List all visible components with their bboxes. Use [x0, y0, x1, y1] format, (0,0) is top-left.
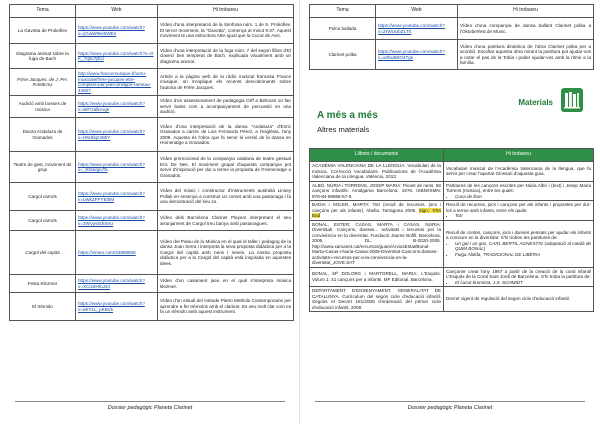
ames-subtitle: Altres materials: [317, 125, 370, 134]
row-description: Vídeo d'un assessorament de pedagogia Orff a Belmont on fan servir bales com a acompanyament de percussió en una audició.: [158, 96, 294, 118]
row-description: Vídeo d'una interpretació de la dansa "Andaluza" d'Enric Granados a càrrec de Luis Fernando Pérez, a l'església, l'any 2009. Aquesta és l'obra que fa servir la versió de la dansa en Homenatge a Granados.: [158, 118, 294, 152]
left-links-table: [9, 4, 294, 321]
books-table: [309, 148, 594, 312]
book-reference-text: ACADÈMIA VALENCIANA DE LA LLENGUA. Vocabulari de la música. Col·lecció Vocabularis. Publicacions de l'Acadèmia Valenciana de la Llengua. València, 2013.: [312, 163, 441, 179]
book-reference-text: BONAL, ESTER; CASAS, MARTA i CASAS, NÚRIA: Diversitat!. Cançons, danses... activitats i recursos per la convivència en la diversitat. Fundació Jaume Bofill. Barcelona, 2005. DL: B-2020-2005. http://www.xarxanet.cat/recursos/guies/ArxiusEstat/Bonal-Marta-Casas-i-Nuria-Casas-2005-Diversitat-Cancons-danses-activitats-i-recursos-per-a-la-convivencia-en-la-diversitat_JOVE.SAT: [312, 221, 441, 265]
left-page: [5, 0, 295, 424]
header-tema: Tema: [10, 5, 76, 18]
table-row: [10, 44, 294, 69]
row-web-link[interactable]: https://www.youtube.com/watch?v=H5Htlqz4WlY: [76, 118, 158, 152]
bullet-item: • Cuca de llum: [455, 194, 591, 200]
row-description: Vídeo d'una interpretació de la Simfonia núm. 1 de S. Prokofiev. El tercer moviment, la "Gavotta", comença al minut 9:37. Aquest moviment té una estructura ABA igual que la Cucut de Avis.: [158, 18, 294, 44]
table-row: [10, 231, 294, 275]
row-tema: Diagrama animat sobre la fuga de Bach: [10, 44, 76, 69]
bullet-list: [446, 280, 591, 286]
row-description: Vídeo d'un estudi del mètode Pietro Metholo Contemporaine per aprendre a fer trèmolos amb el clarinet. Es veu molt clar com es fa un trèmolo amb aquest instrument.: [158, 293, 294, 321]
table-row: [10, 152, 294, 183]
header-tema: Tema: [310, 5, 376, 18]
book-reference-text: BONAL, Mª DOLORS i MARTORELL, MARIA: L'Esquitx. Volum 1: 41 cançons per a infants. MF Editorial. Barcelona.: [312, 271, 441, 282]
bullet-list: [446, 194, 591, 200]
row-web-link[interactable]: https://www.youtube.com/watch?v=eET1L_pKBVk: [76, 293, 158, 321]
row-tema: Cargol del capità: [10, 231, 76, 275]
ames-title: A més a més: [317, 110, 378, 121]
row-tema: Audició amb bosses de música: [10, 96, 76, 118]
footer-right: Dossier pedagògic Planeta Clarinet: [407, 405, 493, 411]
book-description: [444, 201, 594, 221]
header-hi-trobareu: Hi trobareu: [458, 5, 594, 18]
header-web: Web: [376, 5, 458, 18]
bullet-item: • Un gat i un gos, CARL BERTIL AGNESTIG (adaptació al català de QUIM BONAL): [455, 241, 591, 252]
row-description: Vídeo d'una interpretació de la fuga núm. 7 del segon llibre d'El clavecí ben temperat de Bach, explicada visualment amb un diagrama animat.: [158, 44, 294, 69]
materials-title: Materials: [518, 98, 553, 107]
book-description: [444, 287, 594, 312]
book-description: [444, 162, 594, 182]
header-hi-trobareu: Hi trobareu: [158, 5, 294, 18]
right-page: [305, 0, 595, 424]
table-row: [10, 118, 294, 152]
book-shelf-icon: [561, 88, 583, 112]
bullet-list: [446, 213, 591, 219]
book-description-text: Recull de recursos, jocs i cançons per als infants i propostes per dur-los a terme amb infants, entre els quals:: [446, 202, 591, 213]
book-reference: [310, 162, 444, 182]
table-row: [10, 211, 294, 231]
bullet-item: • Tot!: [455, 213, 591, 219]
row-tema: Frère Jacques, de J. PH. RAMEAU: [10, 69, 76, 96]
header-llibres: Llibres / documents: [310, 149, 444, 162]
row-description: Vídeo d'un casament jueu en el qual s'interpreta música klezmer.: [158, 275, 294, 293]
row-tema: Festa Klezmer: [10, 275, 76, 293]
table-row: [310, 40, 594, 70]
table-row: [10, 96, 294, 118]
row-tema: El trèmolo: [10, 293, 76, 321]
row-tema: Cargol carrols: [10, 183, 76, 211]
book-description: [444, 220, 594, 267]
row-web-link[interactable]: https://www.youtube.com/watch?v=WFGafkcvgk: [76, 96, 158, 118]
row-description: Vídeo d'una partitura dinàmica de l'obra Clarinet polka per a acordió. Escoltar aquesta obra mirant la partitura pot ajudar-vos a notar el pas de la Tobia i poder ajudar-vos amb la ritme a la família.: [458, 40, 594, 70]
footer-rule: [315, 401, 585, 402]
row-web-link[interactable]: https://www.youtube.com/watch?v=yGwW9se9WEs: [76, 18, 158, 44]
book-reference: [310, 220, 444, 267]
book-reference: [310, 201, 444, 221]
book-description: [444, 181, 594, 201]
right-top-links-table: [309, 4, 594, 70]
book-description-text: Decret vigent de regulació del segon cicle d'educació infantil.: [446, 296, 570, 302]
book-reference-text: DEPARTAMENT D'ENSENYAMENT, GENERALITAT DE CATALUNYA. Currículum del segon cicle d'educació infantil. Segons el Decret 181/2008 d'ordenació del primer cicle d'educació infantil, 2008.: [312, 288, 441, 310]
table-row: [310, 162, 594, 182]
book-description-text: Vocabulari musical de l'Acadèmia Valenciana de la llengua, que fa servir per crear l'apartat Glossari d'aquesta guia.: [446, 165, 591, 177]
book-reference: [310, 267, 444, 287]
row-tema: La Gavotta de Prokofiev: [10, 18, 76, 44]
footer-rule: [15, 401, 285, 402]
book-reference-text: BADIA i SOLER, MARTA: Tot! (recull de recursos, jocs i cançons per als infants). Abella. Tarragona 2005.: [312, 202, 441, 213]
row-description: Vídeo del músic i constructor d'instruments australià Linsey Pollak en ensenya a construir un cornet amb una pastanaga i fa una demostració del seu so.: [158, 183, 294, 211]
row-tema: Danza Andaluza de Granados: [10, 118, 76, 152]
row-web-link[interactable]: https://www.youtube.com/watch?v=LWkZPFYE0lM: [76, 183, 158, 211]
book-description: [444, 267, 594, 287]
table-row: [310, 287, 594, 312]
row-web-link[interactable]: https://www.youtube.com/watch?v=XCi2dHfoJ34: [76, 275, 158, 293]
row-tema: Polca ballada: [310, 18, 376, 40]
row-tema: Teatre de gest, moviment de grup: [10, 152, 76, 183]
row-description: Vídeo dels Barcelona Clarinet Players interpretant el seu arranjament de Cargol treu banya amb pastanagues.: [158, 211, 294, 231]
table-row: [310, 18, 594, 40]
row-description: Vídeo promocional de la companyia catalana de teatre gestual Eric De Nes. El moviment grupal d'aquesta companyia pot servir d'inspiració per dur a terme la proposta de l'Homenatge a Granados.: [158, 152, 294, 183]
table-row: [310, 220, 594, 267]
header-hi-trobareu: Hi trobareu: [444, 149, 594, 162]
header-web: Web: [76, 5, 158, 18]
footer-left: Dossier pedagògic Planeta Clarinet: [107, 405, 193, 411]
row-web-link[interactable]: https://www.youtube.com/watch?v=_5zseqyuTa: [76, 152, 158, 183]
bullet-item: • El cucut bromista, J.S. SCHMIDT: [455, 280, 591, 286]
table-row: [10, 293, 294, 321]
book-description-text: Partitures de les cançons escrites per Núria Albó i (text) i Josep Maria Torrens (música), entre les quals:: [446, 182, 591, 193]
book-reference: [310, 181, 444, 201]
signature-highlight: Sign.: 0'94 Bad: [312, 207, 441, 218]
page-fold: [299, 0, 300, 424]
table-row: [310, 201, 594, 221]
book-reference: [310, 287, 444, 312]
row-web-link[interactable]: https://www.youtube.com/watch?v=x3hwB0O4Tgs: [376, 40, 458, 70]
book-description-text: Cançoner creat l'any 1967 a partir de la creació de la coral infantil L'Esquitx de la Coral Sant Jordi de Barcelona. S'hi troba la partitura de:: [446, 268, 591, 279]
row-web-link[interactable]: https://www.youtube.com/watch?v=O K_7qbo7jEU: [76, 44, 158, 69]
row-tema: Clarinet polka: [310, 40, 376, 70]
book-description-text: Recull de contes, cançons, jocs i danses pensats per ajudar els infants a conviure en la diversitat. S'hi troben les partitures de:: [446, 229, 591, 241]
table-row: [10, 69, 294, 96]
table-row: [10, 18, 294, 44]
row-description: Vídeo d'una companyia de dansa ballant Clarinet polka a l'Oktoberfest de Munic.: [458, 18, 594, 40]
row-tema: Cargol carrols: [10, 211, 76, 231]
table-row: [310, 267, 594, 287]
row-web-link[interactable]: http://www.francemusique.fr/actu-musicale/frere-jacques-etre-comptine-par-jean-philippe-rameau-44927: [76, 69, 158, 96]
row-description: Article a la pàgina web de la ràdio musical francesa France musique, on s'explique els recents descobriments sobre l'autoria de Frère Jacques.: [158, 69, 294, 96]
bullet-list: [446, 241, 591, 258]
bullet-item: • Fuiga Alalda, TRADICIONAL DE LIBÈRIA: [455, 252, 591, 258]
row-web-link[interactable]: https://vimeo.com/34898808: [76, 231, 158, 275]
book-reference-text: ALBÓ, NÚRIA i TORRENS, JOSEP MARIA: Picant de nens. 58 cançons infantils. Amalgama Barcelona, 1976. ISBN/ISMN: 978-84-89868-57-6.: [312, 182, 441, 199]
table-row: [10, 275, 294, 293]
table-row: [10, 183, 294, 211]
row-description: Vídeo del Palau de la Música en el qual el taller i pedagog de la dansa Joan Serra i interpreta la seva proposta didàctica per a la Cargol del capità amb nens i nenes. La nostra proposta didàctica per a la Cargol del capità està inspirada en aquestes idees.: [158, 231, 294, 275]
row-web-link[interactable]: https://www.youtube.com/watch?v=2WVyvEthSeU: [76, 211, 158, 231]
row-web-link[interactable]: https://www.youtube.com/watch?v=ZrWUUbZLT0: [376, 18, 458, 40]
table-row: [310, 181, 594, 201]
